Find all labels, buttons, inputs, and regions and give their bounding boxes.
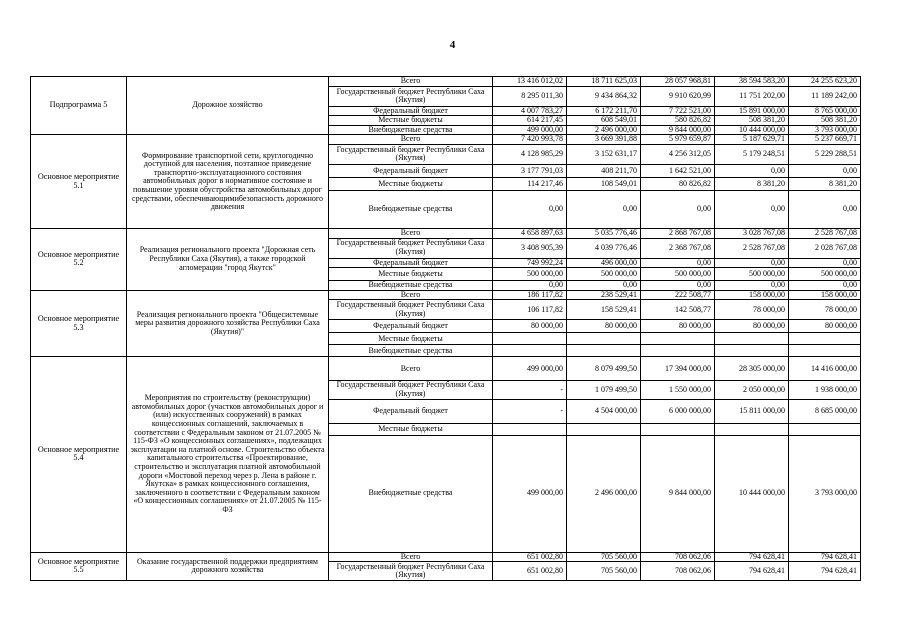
amount-cell: 80 826,82	[641, 177, 715, 190]
amount-cell: 5 229 288,51	[789, 144, 861, 164]
amount-cell: 38 594 583,20	[715, 77, 789, 87]
amount-cell: 80 000,00	[789, 320, 861, 333]
funding-source: Государственный бюджет Республики Саха (Якутия)	[329, 300, 493, 320]
amount-cell: 0,00	[641, 190, 715, 228]
amount-cell: 17 394 000,00	[641, 357, 715, 381]
amount-cell: 28 057 968,81	[641, 77, 715, 87]
amount-cell: 14 416 000,00	[789, 357, 861, 381]
funding-source: Государственный бюджет Республики Саха (Якутия)	[329, 86, 493, 106]
funding-source: Всего	[329, 135, 493, 145]
funding-source: Внебюджетные средства	[329, 345, 493, 357]
amount-cell	[493, 423, 567, 435]
amount-cell: 0,00	[567, 281, 641, 291]
amount-cell: 5 179 248,51	[715, 144, 789, 164]
amount-cell: 2 496 000,00	[567, 125, 641, 135]
funding-source: Внебюджетные средства	[329, 435, 493, 552]
amount-cell: 11 189 242,00	[789, 86, 861, 106]
amount-cell: 80 000,00	[715, 320, 789, 333]
funding-source: Всего	[329, 357, 493, 381]
amount-cell: 78 000,00	[715, 300, 789, 320]
funding-source: Федеральный бюджет	[329, 320, 493, 333]
amount-cell: 24 255 623,20	[789, 77, 861, 87]
funding-source: Государственный бюджет Республики Саха (Якутия)	[329, 238, 493, 258]
program-name: Дорожное хозяйство	[127, 77, 329, 135]
amount-cell: 0,00	[641, 281, 715, 291]
amount-cell: 0,00	[789, 164, 861, 177]
amount-cell	[493, 345, 567, 357]
amount-cell: 78 000,00	[789, 300, 861, 320]
amount-cell	[641, 423, 715, 435]
amount-cell: 10 444 000,00	[715, 435, 789, 552]
amount-cell: -	[493, 381, 567, 399]
amount-cell: 238 529,41	[567, 290, 641, 300]
amount-cell: 9 844 000,00	[641, 435, 715, 552]
amount-cell: 500 000,00	[789, 268, 861, 281]
table-row	[31, 357, 861, 381]
amount-cell: 8 381,20	[789, 177, 861, 190]
amount-cell: 500 000,00	[567, 268, 641, 281]
amount-cell: 4 128 985,29	[493, 144, 567, 164]
funding-source: Государственный бюджет Республики Саха (Якутия)	[329, 381, 493, 399]
amount-cell: 9 910 620,99	[641, 86, 715, 106]
amount-cell: 794 628,41	[789, 552, 861, 562]
amount-cell: 158 000,00	[715, 290, 789, 300]
amount-cell: 2 028 767,08	[789, 238, 861, 258]
funding-source: Федеральный бюджет	[329, 164, 493, 177]
amount-cell: 1 938 000,00	[789, 381, 861, 399]
program-code: Подпрограмма 5	[31, 77, 127, 135]
amount-cell: 158 529,41	[567, 300, 641, 320]
program-code: Основное мероприятие 5.5	[31, 552, 127, 581]
amount-cell: 5 035 776,46	[567, 228, 641, 238]
amount-cell: 500 000,00	[493, 268, 567, 281]
funding-source: Федеральный бюджет	[329, 399, 493, 423]
page-number: 4	[449, 39, 456, 51]
funding-source: Местные бюджеты	[329, 333, 493, 345]
amount-cell: 496 000,00	[567, 258, 641, 268]
amount-cell: 3 793 000,00	[789, 435, 861, 552]
amount-cell: 708 062,06	[641, 562, 715, 581]
program-name: Формирование транспортной сети, круглогодично доступной для населения, поэтапное приведение транспортно-эксплуатационного состояния автомобильных дорог в нормативное состояние и повышение уровня обустройства автомобильных дорог средствами, обеспечивающимибезопасность дорожного движения	[127, 135, 329, 229]
amount-cell	[715, 345, 789, 357]
amount-cell: 3 669 391,88	[567, 135, 641, 145]
funding-source: Государственный бюджет Республики Саха (Якутия)	[329, 562, 493, 581]
amount-cell: 106 117,82	[493, 300, 567, 320]
amount-cell: 7 722 521,00	[641, 106, 715, 116]
funding-source: Федеральный бюджет	[329, 106, 493, 116]
amount-cell: 11 751 202,00	[715, 86, 789, 106]
amount-cell: 0,00	[789, 258, 861, 268]
funding-source: Государственный бюджет Республики Саха (Якутия)	[329, 144, 493, 164]
amount-cell: 500 000,00	[715, 268, 789, 281]
amount-cell: 80 000,00	[493, 320, 567, 333]
amount-cell: 13 416 012,02	[493, 77, 567, 87]
amount-cell: 794 628,41	[715, 552, 789, 562]
amount-cell: 708 062,06	[641, 552, 715, 562]
table-row	[31, 228, 861, 238]
amount-cell	[715, 423, 789, 435]
amount-cell	[789, 333, 861, 345]
amount-cell: 608 549,01	[567, 116, 641, 126]
amount-cell: 614 217,45	[493, 116, 567, 126]
amount-cell: 4 504 000,00	[567, 399, 641, 423]
amount-cell: 3 152 631,17	[567, 144, 641, 164]
amount-cell: 508 381,20	[715, 116, 789, 126]
funding-source: Всего	[329, 552, 493, 562]
amount-cell: 18 711 625,03	[567, 77, 641, 87]
amount-cell: 0,00	[493, 281, 567, 291]
amount-cell: 15 891 000,00	[715, 106, 789, 116]
amount-cell: 8 079 499,50	[567, 357, 641, 381]
program-code: Основное мероприятие 5.1	[31, 135, 127, 229]
amount-cell: 222 508,77	[641, 290, 715, 300]
program-name: Мероприятия по строительству (реконструкции) автомобильных дорог (участков автомобильных дорог и (или) искусственных сооружений) в рамках концессионных соглашений, заключаемых в соответствии с Федеральным законом от 21.07.2005 № 115-ФЗ «О концессионных соглашениях», подлежащих эксплуатации на платной основе. Строительство объекта капитального строительства «Проектирование, строительство и эксплуатация платной автомобильной дороги «Мостовой переход через р. Лена в районе г. Якутска» в рамках концессионного соглашения, заключенного в соответствии с Федеральным законом «О концессионных соглашениях» от 21.07.2005 № 115-ФЗ	[127, 357, 329, 552]
amount-cell: 158 000,00	[789, 290, 861, 300]
amount-cell: 0,00	[493, 190, 567, 228]
amount-cell: 749 992,24	[493, 258, 567, 268]
funding-source: Всего	[329, 228, 493, 238]
amount-cell: 508 381,20	[789, 116, 861, 126]
amount-cell	[641, 345, 715, 357]
amount-cell: 15 811 000,00	[715, 399, 789, 423]
amount-cell: 2 050 000,00	[715, 381, 789, 399]
amount-cell: 3 408 905,39	[493, 238, 567, 258]
amount-cell: 499 000,00	[493, 357, 567, 381]
amount-cell: 499 000,00	[493, 125, 567, 135]
amount-cell: 3 177 791,03	[493, 164, 567, 177]
amount-cell: 0,00	[715, 164, 789, 177]
amount-cell: 8 381,20	[715, 177, 789, 190]
amount-cell: 2 528 767,08	[715, 238, 789, 258]
amount-cell: 0,00	[715, 258, 789, 268]
amount-cell: 9 434 864,32	[567, 86, 641, 106]
amount-cell: 0,00	[641, 258, 715, 268]
amount-cell: 0,00	[715, 281, 789, 291]
amount-cell: 8 685 000,00	[789, 399, 861, 423]
amount-cell	[715, 333, 789, 345]
amount-cell: 7 420 993,78	[493, 135, 567, 145]
amount-cell: 705 560,00	[567, 552, 641, 562]
funding-source: Местные бюджеты	[329, 423, 493, 435]
table-row	[31, 135, 861, 145]
amount-cell: 108 549,01	[567, 177, 641, 190]
amount-cell: 2 528 767,08	[789, 228, 861, 238]
amount-cell	[567, 333, 641, 345]
amount-cell	[789, 345, 861, 357]
program-name: Реализация регионального проекта "Дорожная сеть Республики Саха (Якутия), а также городской агломерации "город Якутск"	[127, 228, 329, 290]
funding-source: Местные бюджеты	[329, 116, 493, 126]
amount-cell: 114 217,46	[493, 177, 567, 190]
amount-cell	[789, 423, 861, 435]
amount-cell: 794 628,41	[789, 562, 861, 581]
amount-cell: 3 793 000,00	[789, 125, 861, 135]
amount-cell: 4 256 312,05	[641, 144, 715, 164]
funding-source: Всего	[329, 77, 493, 87]
amount-cell: 651 002,80	[493, 552, 567, 562]
amount-cell: 1 550 000,00	[641, 381, 715, 399]
amount-cell: 8 295 011,30	[493, 86, 567, 106]
amount-cell: 2 868 767,08	[641, 228, 715, 238]
amount-cell: 2 496 000,00	[567, 435, 641, 552]
amount-cell: 10 444 000,00	[715, 125, 789, 135]
amount-cell: 4 007 783,27	[493, 106, 567, 116]
funding-source: Федеральный бюджет	[329, 258, 493, 268]
amount-cell: 0,00	[789, 190, 861, 228]
amount-cell: 9 844 000,00	[641, 125, 715, 135]
amount-cell: 6 000 000,00	[641, 399, 715, 423]
amount-cell: 1 079 499,50	[567, 381, 641, 399]
amount-cell: 80 000,00	[641, 320, 715, 333]
amount-cell: 705 560,00	[567, 562, 641, 581]
amount-cell: 3 028 767,08	[715, 228, 789, 238]
amount-cell: 0,00	[789, 281, 861, 291]
amount-cell: 2 368 767,08	[641, 238, 715, 258]
amount-cell: 28 305 000,00	[715, 357, 789, 381]
amount-cell: 794 628,41	[715, 562, 789, 581]
program-code: Основное мероприятие 5.4	[31, 357, 127, 552]
funding-source: Внебюджетные средства	[329, 281, 493, 291]
table-row	[31, 290, 861, 300]
program-name: Реализация регионального проекта "Общесистемные меры развития дорожного хозяйства Республики Саха (Якутия)"	[127, 290, 329, 357]
amount-cell: 80 000,00	[567, 320, 641, 333]
amount-cell: 651 002,80	[493, 562, 567, 581]
amount-cell	[641, 333, 715, 345]
amount-cell: 500 000,00	[641, 268, 715, 281]
amount-cell: 8 765 000,00	[789, 106, 861, 116]
amount-cell: 580 826,82	[641, 116, 715, 126]
funding-source: Местные бюджеты	[329, 268, 493, 281]
amount-cell: 408 211,70	[567, 164, 641, 177]
amount-cell: 4 658 897,63	[493, 228, 567, 238]
amount-cell: 0,00	[715, 190, 789, 228]
table-row	[31, 552, 861, 562]
amount-cell: 5 187 629,71	[715, 135, 789, 145]
amount-cell: -	[493, 399, 567, 423]
amount-cell: 142 508,77	[641, 300, 715, 320]
funding-source: Местные бюджеты	[329, 177, 493, 190]
table-row	[31, 77, 861, 87]
program-code: Основное мероприятие 5.2	[31, 228, 127, 290]
amount-cell: 1 642 521,00	[641, 164, 715, 177]
amount-cell	[493, 333, 567, 345]
funding-source: Внебюджетные средства	[329, 190, 493, 228]
amount-cell: 5 979 659,87	[641, 135, 715, 145]
amount-cell	[567, 423, 641, 435]
amount-cell: 0,00	[567, 190, 641, 228]
funding-source: Внебюджетные средства	[329, 125, 493, 135]
funding-table	[30, 76, 861, 581]
amount-cell: 6 172 211,70	[567, 106, 641, 116]
program-code: Основное мероприятие 5.3	[31, 290, 127, 357]
amount-cell: 186 117,82	[493, 290, 567, 300]
amount-cell: 4 039 776,46	[567, 238, 641, 258]
funding-source: Всего	[329, 290, 493, 300]
amount-cell: 5 237 669,71	[789, 135, 861, 145]
program-name: Оказание государственной поддержки предприятиям дорожного хозяйства	[127, 552, 329, 581]
amount-cell	[567, 345, 641, 357]
amount-cell: 499 000,00	[493, 435, 567, 552]
